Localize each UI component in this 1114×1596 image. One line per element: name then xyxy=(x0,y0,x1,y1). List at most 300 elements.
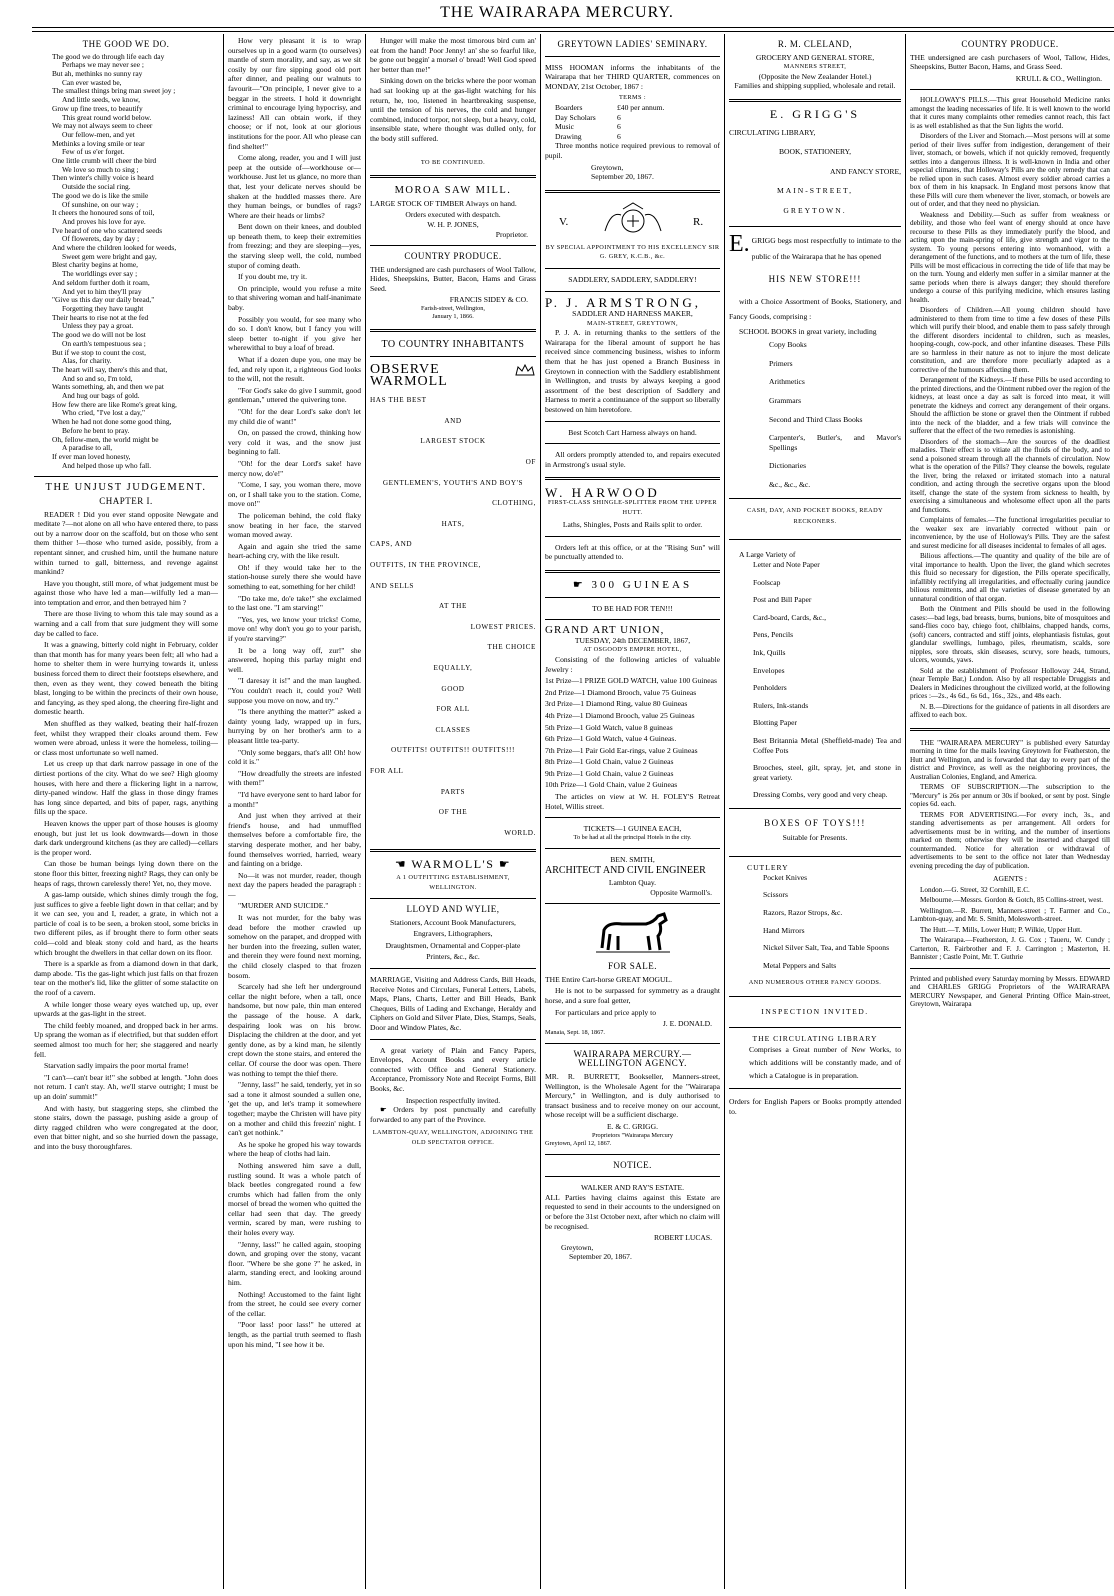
variety-item: Brooches, steel, gilt, spray, jet, and stone in great variety. xyxy=(753,763,901,782)
lw-line: Printers, &c., &c. xyxy=(426,952,480,962)
seminary-body: MISS HOOMAN informs the inhabitants of the Wairarapa that her THIRD QUARTER, commences on MONDAY, 21st October, 1867 : xyxy=(545,62,720,91)
agency-date: Greytown, April 12, 1867. xyxy=(545,1139,612,1147)
svg-text:R.: R. xyxy=(692,215,703,228)
divider xyxy=(545,477,720,480)
cleland-sub: GROCERY AND GENERAL STORE, xyxy=(755,52,875,62)
cleland-opposite: (Opposite the New Zealander Hotel.) xyxy=(758,71,872,81)
art-view: The articles on view at W. H. FOLEY'S Retreat Hotel, Willis street. xyxy=(545,792,720,811)
paragraph: "I can't—can't bear it!" she sobbed at length. "John does not return. I can't stay. Ah, we'll starve outright; I must be up an doin' summit!" xyxy=(34,1072,218,1101)
agents-title: AGENTS : xyxy=(993,874,1027,884)
moroa-name: W. H. P. JONES, xyxy=(427,219,479,229)
royal-arms-icon xyxy=(553,201,713,239)
armstrong-title: P. J. ARMSTRONG, xyxy=(545,294,702,310)
toys-title: BOXES OF TOYS!!! xyxy=(764,817,866,828)
smith-sub: ARCHITECT AND CIVIL ENGINEER xyxy=(545,865,706,877)
lw-invite: Inspection respectfully invited. xyxy=(405,1095,501,1105)
divider xyxy=(545,291,720,292)
warmoll-line: FOR ALL xyxy=(370,766,404,775)
poem-line: And little seeds, we know, xyxy=(62,95,140,105)
divider xyxy=(545,817,720,818)
school-item: Second and Third Class Books xyxy=(769,414,863,424)
paragraph: How very pleasant it is to wrap ourselves up in a good warm (to ourselves) mantle of stern morality, and say, as we sit cosily by our fire sipping good old port after dinner, and pealing our walnuts to favourit—"On principle, I never give to a beggar in the streets. I hold it downright criminal to encourage lying hypocrisy, and laziness! All can obtain work, if they choose; or if not, look at our glorious institutions for the poor. All who please can find shelter!" xyxy=(228,36,361,151)
poem-line: The good we do is like the smile xyxy=(52,190,149,200)
paragraph: "Do take me, do'e take!" she exclaimed to the last one. "I am starving!" xyxy=(228,593,361,613)
seminary-place: Greytown, xyxy=(591,162,624,172)
fee-row xyxy=(555,132,720,142)
lw-title: LLOYD AND WYLIE, xyxy=(406,904,500,915)
armstrong-orders: All orders promptly attended to, and repairs executed in Armstrong's usual style. xyxy=(545,450,720,469)
paragraph: Nothing answered him save a dull, rustling sound. It was a whole patch of black beetles congregated round a few crumbs which had fallen from the only morsel of bread the women who quitted the cellar had seen that day. The greedy vermin, scared by man, were rushing to their holes every way. xyxy=(228,1160,361,1238)
poem-line: We love so much to sing ; xyxy=(62,164,139,174)
column-2 xyxy=(228,36,361,1586)
divider xyxy=(545,1176,720,1177)
divider xyxy=(729,539,901,540)
guineas-sub: TO BE HAD FOR TEN!!! xyxy=(592,603,673,613)
smith-place: Lambton Quay. xyxy=(608,878,657,888)
lw-line: Draughtsmen, Ornamental and Copper-plate xyxy=(385,940,521,950)
paragraph: Bent down on their knees, and doubled up beneath them, to keep their extremities from freezing; and they are sleeping—yes, the starving sleep well, the cold, numbed stupor of coming death. xyxy=(228,222,361,270)
paragraph: And just when they arrived at their friend's house, and had unmuffled themselves before a comfortable fire, the starving desperate mother, and her baby, found themselves worried, harried, weary and fainting on a bridge. xyxy=(228,811,361,869)
library-body: Comprises a Great number of New Works, to which additions will be constantly made, and of which a Catalogue is in preparation. xyxy=(749,1045,901,1081)
cutlery-item: Metal Peppers and Salts xyxy=(763,960,837,970)
variety-item: Foolscap xyxy=(753,577,781,587)
poem-line: Blest charity begins at home, xyxy=(52,260,138,270)
paragraph: On, on passed the crowd, thinking how very cold it was, and the snow just beginning to fall. xyxy=(228,428,361,457)
estate-body: ALL Parties having claims against this Estate are requested to send in their accounts to the undersigned on or before the 31st October next, after which no claim will be recognised. xyxy=(545,1192,720,1231)
library-title: THE CIRCULATING LIBRARY xyxy=(752,1033,878,1043)
divider xyxy=(729,498,901,499)
holloway-paragraph: Derangement of the Kidneys.—If these Pills be used according to the printed directions, and the Ointment rubbed over the region of the kidneys, at least once a day as salt is forced into meat, it will penetrate the kidneys and correct any derangement of their organs. Should the affliction be stone or gravel then the Ointment if rubbed into the neck of the bladder, and a few trials will convince the sufferer that the effect of the two remedies is astonishing. xyxy=(910,376,1110,436)
paragraph: Men shuffled as they walked, beating their half-frozen feet, whilst they wrapped their cloaks around them. Few women were abroad, unless it were the homeless, toiling—or class most unfortunate so well named. xyxy=(34,719,218,757)
poem-line: And so and so, I'm told, xyxy=(62,373,133,383)
poem-line: And proves his love for aye. xyxy=(62,216,146,226)
poem-title: THE GOOD WE DO. xyxy=(82,39,170,49)
divider xyxy=(545,848,720,849)
agent-entry: Melbourne.—Messrs. Gordon & Gotch, 85 Collins-street, west. xyxy=(920,896,1104,905)
holloway-paragraph: Complaints of females.—The functional irregularities peculiar to the weaker sex are invariably corrected without pain or inconvenience, by the use of Holloway's Pills. They are the safest and surest medicine for all diseases incidental to females of all ages. xyxy=(910,516,1110,550)
warmoll-line: FOR ALL xyxy=(436,705,470,714)
school-books: SCHOOL BOOKS in great variety, including xyxy=(739,327,877,337)
harwood-title: W. HARWOOD xyxy=(545,485,660,501)
estate-name: ROBERT LUCAS. xyxy=(653,1233,712,1243)
prize-item: 4th Prize—1 Diamond Brooch, value 25 Guineas xyxy=(545,710,695,720)
divider xyxy=(729,1027,901,1028)
observe-warmoll-heading xyxy=(370,363,536,387)
variety-item: Card-board, Cards, &c., xyxy=(753,612,826,622)
column-divider xyxy=(223,34,224,1589)
smith-title: BEN. SMITH, xyxy=(610,854,655,864)
warmoll-line: CLASSES xyxy=(435,725,471,734)
agent-entry: Wellington.—R. Burrett, Manners-street ; T. Farmer and Co., Lambton-quay, and Mr. S. Smith, Molesworth-street. xyxy=(910,906,1110,924)
harwood-body: Laths, Shingles, Posts and Rails split to order. xyxy=(562,520,703,530)
grigg-line: MAIN-STREET, xyxy=(777,186,853,196)
poem-line: And helped those up who fall. xyxy=(62,460,152,470)
warmoll-line: LOWEST PRICES. xyxy=(470,622,536,631)
variety-item: Best Britannia Metal (Sheffield-made) Tea and Coffee Pots xyxy=(753,736,901,755)
divider xyxy=(545,443,720,444)
variety-item: Post and Bill Paper xyxy=(753,595,812,605)
school-item: Arithmetics xyxy=(769,377,805,387)
warmoll-line: AND xyxy=(444,416,462,425)
poem-line: And where the children looked for weeds, xyxy=(52,243,177,253)
art-tickets-sub: To be had at all the principal Hotels in the city. xyxy=(573,833,692,841)
produce-title: COUNTRY PRODUCE. xyxy=(404,251,502,262)
poem-line: But ah, methinks no sunny ray xyxy=(52,69,143,78)
warmoll-line: AT THE xyxy=(439,602,467,611)
seminary-notice: Three months notice required previous to removal of pupil. xyxy=(545,141,720,160)
divider xyxy=(545,619,720,620)
fee-row xyxy=(555,122,720,132)
column-divider xyxy=(905,34,906,1589)
column-6 xyxy=(910,36,1110,1586)
pointing-hand-icon: ☛ xyxy=(572,578,592,591)
poem-line: Methinks a loving smile or tear xyxy=(52,138,145,148)
divider xyxy=(34,476,218,477)
moroa-orders: Orders executed with despatch. xyxy=(405,210,501,220)
prize-item: 2nd Prize—1 Diamond Brooch, value 75 Guineas xyxy=(545,687,697,697)
poem-line: How few there are like Rome's great king, xyxy=(52,399,177,409)
mercury-notice xyxy=(910,739,1110,871)
paragraph: "I'd have everyone sent to hard labor for a month!" xyxy=(228,789,361,809)
divider xyxy=(729,856,901,857)
paragraph: Sinking down on the bricks where the poor woman had sat looking up at the gas-light watching for his return, he, too, listened in heartbreaking suspense, until the tension of his nerves, the cold and hunger combined, induced torpor, not sleep, but a heavy, cold, insensible state, where thought was dulled only, for the body still suffered. xyxy=(370,76,536,143)
divider xyxy=(910,89,1110,90)
divider xyxy=(545,1043,720,1044)
art-tickets: TICKETS—1 GUINEA EACH, xyxy=(583,824,682,834)
mercury-paragraph: TERMS OF SUBSCRIPTION.—The subscription to the "Mercury" is 26s per annum or 30s if booked, or sent by post. Single copies 6d. each. xyxy=(910,783,1110,809)
warmoll-line: EQUALLY, xyxy=(433,663,473,672)
column-5 xyxy=(729,36,901,1586)
story-continued xyxy=(228,36,361,1349)
divider xyxy=(370,356,536,357)
poem-line: Of sunshine, on our way ; xyxy=(62,199,139,209)
variety-label: A Large Variety of xyxy=(739,550,796,560)
divider xyxy=(910,728,1110,731)
paragraph: There are those living to whom this tale may sound as a warning and a call from that sure judgment they will some day be called to face. xyxy=(34,609,218,638)
grigg-intro xyxy=(729,230,901,265)
paragraph: Scarcely had she left her underground cellar the night before, when a tall, once handsome, but now pale, thin man entered the passage of the house. A dark, despairing look was on his brow. Displacing the children at the door, and yet gently done, as by a kind man, he silently crept down the stone stairs, and entered the cellar. Of course the door was open. There was nothing to tempt the thief there. xyxy=(228,982,361,1078)
divider xyxy=(370,329,536,332)
story-title: THE UNJUST JUDGEMENT. xyxy=(45,482,207,494)
holloway-paragraph: Weakness and Debility.—Such as suffer from weakness or debility, and those who feel want of energy should at once have recourse to these Pills as they immediately purify the blood, and acting upon the main-spring of life, give strength and vigor to the system. To young persons entering into womanhood, with a derangement of the functions, and to mothers at the turn of life, these Pills will be most efficacious in correcting the tide of life that may be on the turn. Young and elderly men suffer in a similar manner at the same periods when there is always danger; they should therefore undergo a course of this purifying medicine, which ensures lasting health. xyxy=(910,210,1110,304)
paragraph: "Only some beggars, that's all! Oh! how cold it is." xyxy=(228,747,361,767)
poem-line: The smallest things bring man sweet joy ; xyxy=(52,86,176,96)
variety-item: Pens, Pencils xyxy=(753,630,794,640)
divider xyxy=(545,903,720,904)
poem-line: One little crumb will cheer the bird xyxy=(52,156,157,166)
divider xyxy=(729,1088,901,1089)
drop-cap: E. xyxy=(729,230,750,257)
divider xyxy=(729,99,901,102)
warmoll-line: AND SELLS xyxy=(370,581,414,590)
divider xyxy=(370,175,536,178)
warmoll-line: OUTFITS, IN THE PROVINCE, xyxy=(370,561,481,569)
prize-list xyxy=(545,676,720,790)
cutlery-item: Razors, Razor Strops, &c. xyxy=(763,907,843,917)
warmoll-line: CAPS, AND xyxy=(370,540,413,549)
column-3 xyxy=(370,36,536,1586)
divider xyxy=(370,245,536,246)
notice-title: NOTICE. xyxy=(613,1159,652,1170)
poem-line: Sweet gem were bright and gay, xyxy=(62,251,157,261)
poem-line: This great round world below. xyxy=(62,112,152,122)
guineas-title: ☛ 300 GUINEAS xyxy=(572,578,693,591)
fee-value: 6 xyxy=(617,131,621,141)
seminary-title: GREYTOWN LADIES' SEMINARY. xyxy=(557,39,708,49)
poem-line: We may not always seem to cheer xyxy=(52,121,153,131)
lw-line: Engravers, Lithographers, xyxy=(413,929,493,939)
observe-word: OBSERVE xyxy=(370,361,440,377)
paragraph: "For God's sake do give I summit, good gentleman," uttered the quivering tone. xyxy=(228,385,361,405)
fee-row xyxy=(555,113,720,123)
armstrong-sub: SADDLER AND HARNESS MAKER, xyxy=(572,309,693,319)
divider xyxy=(545,536,720,537)
cutlery-title: CUTLERY xyxy=(747,863,789,873)
holloway-ad xyxy=(910,96,1110,720)
divider xyxy=(370,898,536,899)
armstrong-place: MAIN-STREET, GREYTOWN, xyxy=(587,319,678,327)
art-union-title: GRAND ART UNION, xyxy=(545,624,665,637)
holloway-paragraph: HOLLOWAY'S PILLS.—This great Household Medicine ranks amongst the leading necessaries of life. It is well known to the world that it cures many complaints other remedies cannot reach, this fact is as well established as that the Sun lights the world. xyxy=(910,96,1110,130)
prize-item: 7th Prize—1 Pair Gold Ear-rings, value 2 Guineas xyxy=(545,745,698,755)
orders-notice: Orders for English Papers or Books promptly attended to. xyxy=(729,1097,901,1116)
divider xyxy=(729,226,901,227)
fee-value: 6 xyxy=(617,122,621,132)
fee-label: Boarders xyxy=(555,102,583,112)
cash-books: CASH, DAY, AND POCKET BOOKS, READY RECKONERS. xyxy=(747,507,883,526)
variety-item: Dressing Combs, very good and very cheap. xyxy=(753,790,888,800)
holloway-paragraph: Sold at the establishment of Professor Holloway 244, Strand, (near Temple Bar,) London. Also by all respectable Druggists and Dealers in Medicines throughout the civilized world, at the following prices :—2s., 4s 6d., 6s 6d., 16s., 32s., and 48s each. xyxy=(910,666,1110,701)
paragraph: Have you thought, still more, of what judgement must be against those who have led a man—wilfully led a man—into temptation and error, and then betrayed him ? xyxy=(34,578,218,607)
produce-name-2: KRULL & CO., Wellington. xyxy=(1015,73,1102,83)
prize-item: 1st Prize—1 PRIZE GOLD WATCH, value 100 Guineas xyxy=(545,676,717,686)
art-intro: Consisting of the following articles of valuable Jewelry : xyxy=(545,654,720,674)
royal-appointment: BY SPECIAL APPOINTMENT TO HIS EXCELLENCY SIR G. GREY, K.C.B., &c. xyxy=(545,243,720,261)
warmoll-ad-lines xyxy=(370,396,536,838)
paragraph: No—it was not murder, reader, though next day the papers headed the paragraph :— xyxy=(228,870,361,899)
paragraph: It be a long way off, zur!" she answered, hoping this parlay might end well. xyxy=(228,645,361,674)
grigg-line: AND FANCY STORE, xyxy=(830,166,901,176)
lw-line: Stationers, Account Book Manufacturers, xyxy=(390,917,516,927)
fee-label: Music xyxy=(555,122,574,132)
divider xyxy=(370,1039,536,1040)
poem-line: Oh, fellow-men, the world might be xyxy=(52,434,159,444)
grigg-line: BOOK, STATIONERY, xyxy=(778,147,852,157)
paragraph: If you doubt me, try it. xyxy=(238,272,307,282)
paragraph: Come along, reader, you and I will just peep at the outside of—workhouse or—workhouse. Just let us glance, no more than that, lest your delicate nerves should be shaken at the huddled masses there. Are they human beings, or bundles of rags? Where are their heads or limbs? xyxy=(228,153,361,220)
paragraph: It was a gnawing, bitterly cold night in February, colder than that month has for many years been felt; all who had a home to shelter them in were hurrying towards it, unless business forced them to direct their footsteps elsewhere, and then, even as they went, they cowed beneath the biting blast, longing to be within the precincts of their own house, and fancying, as they sped along, the cheering fire-light and domestic hearth. xyxy=(34,640,218,717)
produce-name: FRANCIS SIDEY & CO. xyxy=(449,295,528,305)
poem-line: Our fellow-men, and yet xyxy=(62,129,135,139)
paragraph: A while longer those weary eyes watched up, up, ever upwards at the gas-light in the street. xyxy=(34,999,218,1019)
paragraph: Can those be human beings lying down there on the stone floor this bitter, freezing night? Rags, they can only be heaps of rags, thrown carelessly there! Yet, no, they move. xyxy=(34,859,218,888)
school-item: &c., &c., &c. xyxy=(769,479,811,489)
country-title: TO COUNTRY INHABITANTS xyxy=(381,339,525,351)
produce-body-2: THE undersigned are cash purchasers of Wool, Tallow, Hides, Sheepskins, Butter Bacon, Hams, and Grass Seed. xyxy=(910,52,1110,72)
estate-title: WALKER AND RAY'S ESTATE. xyxy=(581,1183,684,1193)
divider xyxy=(545,56,720,57)
paragraph: Let us creep up that dark narrow passage in one of the dirtiest portions of the city. What do we see? High gloomy houses, with here and there a flickering light in a narrow, dirty-paned window. Half the glass in those dingy frames has long since departed, and bits of paper, rags, anything fills up the space. xyxy=(34,759,218,817)
harwood-sub: FIRST-CLASS SHINGLE-SPLITTER FROM THE UPPER HUTT. xyxy=(547,499,718,516)
poem-line: The good we do through life each day xyxy=(52,51,165,61)
poem-line: It cheers the honoured sons of toil, xyxy=(52,208,155,218)
agent-entry: The Wairarapa.—Featherston, J. G. Cox ; Taueru, W. Cundy ; Carterton, R. Fairbrother and F. J. Carrington ; Masterton, H. Bannister ; Castle Point, Mr. T. Guthrie xyxy=(910,936,1110,962)
poem-line: The heart will say, there's this and that, xyxy=(52,364,168,374)
poem-line: On earth's tempestuous sea ; xyxy=(62,338,146,348)
armstrong-body: P. J. A. in returning thanks to the settlers of the Wairarapa for the liberal amount of support he has received since commencing business, wishes to inform them that he has just opened a Branch Business in Greytown in connection with the Saddlery establishment in Wellington, and trusts by always keeping a good assortment of the best description of Saddlery and Harness to merit a continuance of the support so liberally bestowed on him heretofore. xyxy=(545,328,720,415)
poem-line: Their hearts to rise not at the fed xyxy=(52,312,149,322)
estate-date: September 20, 1867. xyxy=(569,1252,632,1262)
royal-crest-icon xyxy=(514,363,536,377)
fancy-goods: AND NUMEROUS OTHER FANCY GOODS. xyxy=(748,979,882,987)
top-rule xyxy=(32,27,1114,28)
fee-value: £40 per annum. xyxy=(617,102,665,112)
divider xyxy=(545,268,720,269)
to-be-continued: TO BE CONTINUED. xyxy=(420,158,486,166)
poem-line: Outside the social ring. xyxy=(62,182,131,192)
poem-line: Unless they pay a groat. xyxy=(62,321,134,331)
prize-item: 10th Prize—1 Gold Chain, value 2 Guineas xyxy=(545,780,678,790)
agency-sign: E. & C. GRIGG. xyxy=(606,1121,659,1131)
cutlery-items xyxy=(729,873,901,971)
poem-line: Perhaps we may never see ; xyxy=(62,60,144,70)
harwood-orders: Orders left at this office, or at the "Rising Sun" will be punctually attended to. xyxy=(545,542,720,562)
warmoll-line: THE CHOICE xyxy=(487,643,536,652)
paragraph: "Jenny, lass!" he said, tenderly, yet in so sad a tone it almost sounded a sullen one, 'get the up, and let's tramp it somewhere together; maybe the Christen will have pity on a mother and child this freezin' night. I can't get nothink." xyxy=(228,1080,361,1138)
poem-line: And hug our bags of gold. xyxy=(62,391,140,401)
mercury-paragraph: TERMS FOR ADVERTISING.—For every inch, 3s., and standing advertisements as per arrangement. All orders for advertisements must be in writing, and the number of insertions marked on them; otherwise they will be inserted and charged till countermanded. Notice for alteration or withdrawal of advertisements to be sent to the office not later than Wednesday evening preceding the day of publication. xyxy=(910,810,1110,870)
smith-opposite: Opposite Warmoll's. xyxy=(650,887,712,897)
poem-line: "Give us this day our daily bread," xyxy=(52,295,155,305)
sale-body: THE Entire Cart-horse GREAT MOGUL. xyxy=(545,974,673,984)
agent-entry: London.—G. Street, 32 Cornhill, E.C. xyxy=(920,885,1030,894)
paragraph: "Oh! for the dear Lord's sake don't let my child die of want!" xyxy=(228,406,361,426)
paragraph: "MURDER AND SUICIDE." xyxy=(238,901,329,911)
agency-role: Proprietors "Wairarapa Mercury xyxy=(591,1131,674,1139)
story-end xyxy=(370,36,536,144)
agent-entry: The Hutt.—T. Mills, Lower Hutt; P. Wilkie, Upper Hutt. xyxy=(920,925,1082,934)
school-item: Primers xyxy=(769,358,793,368)
paragraph: Again and again she tried the same heart-aching cry, with the like result. xyxy=(228,541,361,561)
terms-label: TERMS : xyxy=(618,94,647,102)
poem-line: When he had not done some good thing, xyxy=(52,417,172,427)
agency-body: MR. R. BURRETT, Bookseller, Manners-street, Wellington, is the Wholesale Agent for the "Wairarapa Mercury," in Wellington, and is duly authorised to transact business and to receive money on our account, whose receipt will be a sufficient discharge. xyxy=(545,1071,720,1120)
cleland-street: MANNERS STREET, xyxy=(783,63,847,71)
cutlery-item: Scissors xyxy=(763,890,788,900)
agency-title: WAIRARAPA MERCURY.—WELLINGTON AGENCY. xyxy=(573,1048,692,1069)
warmoll-word: WARMOLL xyxy=(370,373,448,389)
lw-orders: ☛ Orders by post punctually and carefully forwarded to any part of the Province. xyxy=(370,1105,536,1124)
paragraph: Starvation sadly impairs the poor mortal frame! xyxy=(44,1061,189,1071)
divider xyxy=(729,808,901,809)
divider xyxy=(370,968,536,969)
paragraph: What if a dozen dupe you, one may be fed, and rely upon it, a righteous God looks to the will, not the result. xyxy=(228,355,361,384)
holloway-paragraph: N. B.—Directions for the guidance of patients in all disorders are affixed to each box. xyxy=(910,702,1110,720)
variety-item: Penholders xyxy=(753,683,787,693)
svg-text:V.: V. xyxy=(558,215,568,228)
poem-line: Grow up fine trees, to beautify xyxy=(52,103,143,113)
poem-line: But if we stop to count the cost, xyxy=(52,347,147,357)
poem-line: Of flowerets, day by day ; xyxy=(62,234,140,244)
school-item: Carpenter's, Butler's, and Mavor's Spellings xyxy=(769,433,901,452)
poem-line: Can ever wasted be, xyxy=(62,77,122,87)
warmolls-sub: A 1 OUTFITTING ESTABLISHMENT, xyxy=(396,873,510,881)
column-1 xyxy=(34,36,218,1586)
warmoll-line: CLOTHING, xyxy=(492,499,536,508)
moroa-body: LARGE STOCK OF TIMBER Always on hand. xyxy=(370,198,517,208)
prize-item: 8th Prize—1 Gold Chain, value 2 Guineas xyxy=(545,757,674,767)
paragraph: Heaven knows the upper part of those houses is gloomy enough, but just let us look downwards—down in those dark dark underground kitchens (as they are called)—cellars is the proper word. xyxy=(34,818,218,857)
mercury-paragraph: THE "WAIRARAPA MERCURY" is published every Saturday morning in time for the mails leaving Greytown for Featherston, the Hutt and Wellington, and is forwarded that day to every part of the district and Province, as well as the neighboring provinces, the Australian Colonies, England, and America. xyxy=(910,738,1110,781)
poem-line: And seldom further doth it roam, xyxy=(52,277,150,287)
paragraph: And with hasty, but staggering steps, she climbed the stone stairs, down the passage, pushing aside a group of dirty ragged children who were congregated at the door, even that bitter night, and so she hurried down the passage, and into the busy thoroughfares. xyxy=(34,1103,218,1151)
art-date: TUESDAY, 24th DECEMBER, 1867, xyxy=(574,635,691,645)
produce-body: THE undersigned are cash purchasers of Wool Tallow, Hides, Sheepskins, Butter, Bacon, Hams and Grass Seed. xyxy=(370,264,536,293)
warmoll-line: OF xyxy=(525,458,536,467)
holloway-paragraph: Disorders of the Liver and Stomach.—Most persons will at some period of their lives suffer from indigestion, derangement of their liver, stomach, or bowels, which if not quickly removed, frequently settles into a dangerous illness. It is well-known in India and other especial climates, that Holloway's Pills are the only remedy that can be relied upon in such cases. Almost every soldier abroad carries a box of them in his knapsack. In England most persons know that these Pills will cure them whenever the liver, stomach, or bowels are out of order, and that they need no physician. xyxy=(910,132,1110,209)
art-place: AT OSGOOD'S EMPIRE HOTEL, xyxy=(583,646,682,654)
horse-icon xyxy=(588,910,678,958)
pointing-hand-icon: ☚ xyxy=(394,857,412,872)
school-items xyxy=(729,340,901,489)
poem-line: Alas, for charity. xyxy=(62,356,112,366)
paragraph: Oh! if they would take her to the station-house surely there she would have something to eat, something for her child! xyxy=(228,562,361,592)
poem-line: Then winter's chilly voice is heard xyxy=(52,173,154,183)
seminary-date: September 20, 1867. xyxy=(591,172,654,182)
paragraph: Hunger will make the most timorous bird cum an' eat from the hand! Poor Jenny! an' she so fearful like, be gone out beggin' a morsel o' bread! Well God speed her better than me!" xyxy=(370,36,536,74)
cleland-title: R. M. CLELAND, xyxy=(777,39,853,49)
column-4 xyxy=(545,36,720,1586)
lw-body: MARRIAGE, Visiting and Address Cards, Bill Heads, Receive Notes and Circulars, Funeral Letters, Labels, Maps, Plans, Charts, Letter and Bill Heads, Bank Cheques, Bills of Lading and Exchange, Heraldy and Ciphers on Gold and Silver Plate, Dies, Stamps, Seals, Door and Window Plates, &c. xyxy=(370,975,536,1033)
produce-title-2: COUNTRY PRODUCE. xyxy=(961,39,1059,49)
paragraph: Nothing! Accustomed to the faint light from the street, he could see every corner of the cellar. xyxy=(228,1289,361,1318)
paragraph: It was not murder, for the baby was dead before the mother crawled up somehow on the parapet, and dropped with her burden into the freezing, sullen water, and therein they were found next morning, the child closely clasped to that frozen bosom. xyxy=(228,913,361,980)
warmoll-line: GOOD xyxy=(441,684,465,693)
paragraph: The child feebly moaned, and dropped back in her arms. Up sprang the woman as if electrified, but that sudden effort seemed almost too much for her; she staggered and nearly fell. xyxy=(34,1020,218,1059)
variety-item: Envelopes xyxy=(753,665,785,675)
poem-line: The good we do will not be lost xyxy=(52,330,146,340)
prize-item: 3rd Prize—1 Diamond Ring, value 80 Guineas xyxy=(545,699,688,709)
holloway-paragraph: Both the Ointment and Pills should be used in the following cases:—bad legs, bad breasts, burns, bunions, bite of mosquitoes and sand-flies coco bay, chiego foot, chilblains, chapped hands, corns, (soft) cancers, contracted and stiff joints, elephantiasis fistulas, gout glandular swellings, lumbago, piles, rheumatism, scalds, sore nipples, sore throats, skin diseases, scurvy, sore heads, tumours, ulcers, wounds, yaws. xyxy=(910,605,1110,665)
paragraph: "Jenny, lass!" he called again, stooping down, and groping over the stony, vacant floor. "Where be she gone ?" he asked, in alarm, standing erect, and looking around him. xyxy=(228,1239,361,1288)
paragraph: READER ! Did you ever stand opposite Newgate and meditate ?—not alone on all who have entered there, to pass out by a narrow door on the scaffold, but on those who sent them thither !—those who turned aside, possibly, from a repentant sinner, and crushed him, until the humane nature within turned to gall, bitterness, and revenge against mankind? xyxy=(34,509,218,577)
warmoll-line: OUTFITS! OUTFITS!! OUTFITS!!! xyxy=(390,746,515,755)
poem-line: I've heard of one who scattered seeds xyxy=(52,225,163,235)
divider xyxy=(545,421,720,422)
pointing-hand-icon: ☛ xyxy=(494,857,512,872)
produce-place: Farish-street, Wellington, xyxy=(421,305,485,313)
paragraph: Possibly you would, for see many who do so. I don't know, but I fancy you will sleep better to-night if you give her wherewithal to buy a loaf of bread. xyxy=(228,314,361,353)
agents-list xyxy=(910,886,1110,962)
grigg-title: E. GRIGG'S xyxy=(769,106,861,121)
sale-name: J. E. DONALD. xyxy=(662,1019,712,1029)
divider xyxy=(545,1154,720,1155)
divider xyxy=(370,849,536,852)
estate-place: Greytown, xyxy=(561,1242,594,1252)
paragraph: "Is there anything the matter?" asked a dainty young lady, wrapped up in furs, hurrying by on her brother's arm to a pleasant little tea-party. xyxy=(228,707,361,745)
poem-line: Before he bent to pray. xyxy=(62,425,130,435)
warmoll-line: OF THE xyxy=(438,808,468,817)
variety-item: Rulers, Ink-stands xyxy=(753,700,809,710)
holloway-paragraph: Bilious affections.—The quantity and quality of the bile are of vital importance to health. Upon the liver, the gland which secretes this fluid so necessary for digestion, the Pills operate specifically, infallibly rectifying all irregularities, and effectually curing jaundice bilious remittents, and all the varieties of disease generated by an unnatural condition of that organ. xyxy=(910,552,1110,603)
for-sale-title: FOR SALE. xyxy=(607,961,657,972)
variety-item: Blotting Paper xyxy=(753,718,798,728)
holloway-paragraph: Disorders of Children.—All young children should have administered to them from time to time a few doses of these Pills which will purify their blood, and enable them to pass safely through the different disorders incidental to children, such as measles, hooping-cough, cow-pock, and other infantine diseases. These Pills are so harmless in their nature as not to injure the most delicate constitution, and are therefore more peculiarly adapted as a corrective of the humours affecting them. xyxy=(910,306,1110,374)
paragraph: "Poor lass! poor lass!" he uttered at length, as the partial truth seemed to flash upon his mind, "I see how it be. xyxy=(228,1320,361,1349)
grigg-body: GRIGG begs most respectfully to intimate to the public of the Wairarapa that he has opened xyxy=(751,235,901,261)
column-divider xyxy=(365,34,366,1589)
toys-sub: Suitable for Presents. xyxy=(782,832,848,842)
